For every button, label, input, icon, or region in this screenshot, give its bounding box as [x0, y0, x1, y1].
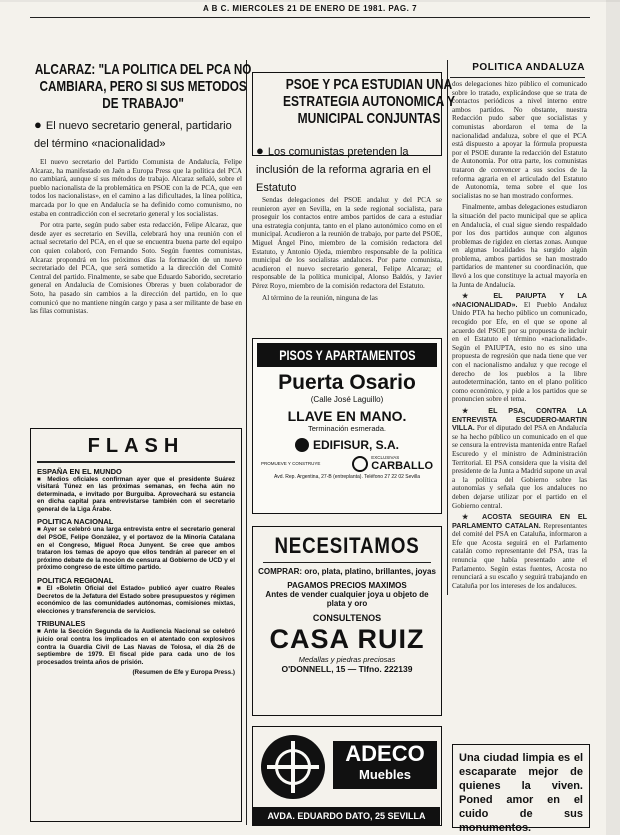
article1-paragraph-1: El nuevo secretario del Partido Comunista de Andalucía, Felipe Alcaraz, ha manifestado en Jaén a Europa Press que la política del PCA no cambiará, aunque sí sus métodos de trabajo. Alcaraz señaló, sobre el pueblo nacionalista de la problemática en PSOE con la de PCA, que «en todos los nacionalistas», en el camino a las dificultades, la línea política, marcada por lo que en Andalucía se ha definido como comunismo, no estaba en contradicción con el secretario general y los socialistas.: [30, 158, 242, 218]
adeco-name-block: [333, 741, 437, 789]
ad-casa-title: NECESITAMOS: [274, 533, 420, 558]
ad-pisos-footer: Avd. Rep. Argentina, 27-B (entreplanta). Teléfono 27 22 02 Sevilla: [273, 474, 421, 480]
adeco-sub: Muebles: [358, 767, 411, 782]
column3-item-1-lead: ★ EL PAIUPTA Y LA «NACIONALIDAD».: [452, 291, 587, 309]
ad-casa-line2: PAGAMOS PRECIOS MAXIMOS: [287, 581, 407, 590]
flash-section-title: TRIBUNALES: [37, 619, 86, 629]
ad-pisos-agency-block: [352, 455, 433, 472]
ad-pisos-exclusivas: EXCLUSIVAS: [371, 455, 400, 460]
ad-casa-line1: COMPRAR: oro, plata, platino, brillantes, joyas: [258, 567, 436, 576]
ad-casa-ruiz: [252, 526, 442, 716]
ad-pisos-place: Puerta Osario: [278, 371, 416, 394]
ad-pisos-promoter: PROMUEVE Y CONSTRUYE: [261, 461, 321, 466]
flash-section-title: POLITICA NACIONAL: [37, 517, 114, 527]
ad-casa-line4: CONSULTENOS: [312, 613, 382, 623]
ad-pisos-agency: CARBALLO: [371, 460, 433, 472]
adeco-address-bar: [253, 807, 440, 825]
column3-item-3-text: Representantes del comité del PSA en Cataluña, informaron a Efe que Acosta seguirá en el Parlamento catalán como representante del PSA, tras la renuncia que había presentado ante el Parlamento. Según estas fuentes, Acosta no renunciará a su escaño y seguirá trabajando en Cataluña por los intereses de los andaluces.: [452, 521, 587, 590]
carballo-logo-icon: [352, 456, 368, 472]
ad-casa-line3: Antes de vender cualquier joya u objeto de plata y oro: [265, 590, 429, 608]
article2-tail: Al término de la reunión, ninguna de las: [262, 293, 378, 302]
page-header: A B C. MIERCOLES 21 DE ENERO DE 1981. PAG. 7: [202, 4, 418, 13]
flash-section-text: ■ Medios oficiales confirman ayer que el presidente Suárez visitará Túnez en las próximas semanas, en fecha aún no determinada, e invitado por Burguiba. Aprovechará su estancia en dicha capital para entrevistarse también con el secretario general de la Liga Árabe.: [37, 475, 235, 513]
column3-item-2-text: Por el diputado del PSA en Andalucía se ha hecho público un comunicado en el que se censura la entrevista mantenida entre Rafael Escuredo y el ministro de Administración Territorial. El PSA considera que la visita del presidente de la Junta a Madrid supone un aval a la política del Gobierno sobre las autonomías y señala que los andaluces no deben dejarse utilizar por el partido en el Gobierno central.: [452, 424, 587, 510]
column-divider-2: [447, 60, 448, 595]
ad-pisos-address: (Calle José Laguillo): [310, 395, 384, 404]
flash-section: [37, 467, 235, 514]
bullet-icon: ●: [34, 117, 42, 132]
article1-subhead: [34, 116, 244, 152]
flash-section-text: ■ Ante la Sección Segunda de la Audiencia Nacional se celebró juicio oral contra los implicados en el atentado con explosivos contra la Guardia Civil de Las Navas de Tolosa, el día 26 de septiembre de 1979. El fiscal pide para cada uno de los procesados treinta años de prisión.: [37, 628, 235, 666]
ad-casa-rule: [263, 562, 431, 563]
column3-body: [452, 80, 587, 593]
article2-headline: PSOE Y PCA ESTUDIAN UNA ESTRATEGIA AUTONOMICA Y MUNICIPAL CONJUNTAS: [282, 76, 455, 127]
flash-section: [37, 619, 235, 666]
article2-subhead-text: Los comunistas pretenden la inclusión de la reforma agraria en el Estatuto: [256, 146, 431, 194]
ad-pisos-note: Terminación esmerada.: [308, 424, 386, 433]
column3-item-1: [452, 292, 587, 404]
article2-body: [252, 196, 442, 305]
flash-section-text: ■ Ayer se celebró una larga entrevista entre el secretario general del PSOE, Felipe González, y el portavoz de la Minoría Catalana en el Congreso, Miguel Roca Junyent. Se cree que ambos trataron los temas de apoyo que ellos tendrán al parecer en el próximo debate de la moción de censura al Gobierno de UCD y el próximo congreso de este último partido.: [37, 526, 235, 572]
ad-pisos-company-row: [253, 438, 441, 452]
column-divider-1: [246, 60, 247, 825]
column3-item-1-text: El Pueblo Andaluz Unido PTA ha hecho público un comunicado, recogido por Efe, en el que se opone al acuerdo del PSOE por su propuesta de incluir en el Estatuto el término «nacionalidad». Según el PAIUPTA, esto no es sino una propuesta de regresión que nada tiene que ver con el nacionalismo andaluz y que recoge el derecho de los pueblos a la libre autodeterminación, tanto en el plano político como económico, y pide a los partidos que se pronuncien sobre el tema.: [452, 300, 588, 404]
flash-title: FLASH: [87, 435, 185, 457]
promo-box: [452, 744, 590, 834]
column3-item-3-lead: ★ ACOSTA SEGUIRA EN EL PARLAMENTO CATALAN.: [452, 512, 587, 530]
ad-pisos-agency-row: [261, 455, 433, 472]
flash-rule: [37, 461, 235, 463]
ad-pisos: [252, 338, 442, 514]
ad-pisos-slogan: LLAVE EN MANO.: [287, 408, 407, 424]
flash-box: [30, 428, 242, 822]
ad-casa-line5: Medallas y piedras preciosas: [298, 655, 396, 664]
article1-paragraph-2: Por otra parte, según pudo saber esta redacción, Felipe Alcaraz, que desde ayer es secretario en Sevilla, celebrará hoy una reunión con el actual secretario del PCA, en el que se encuentra buena parte del equipo con quien colaboró, con Fernando Soto. Según fuentes comunistas, Alcaraz propondrá en los próximos días la formación de un nuevo secretariado del PCA, que será sometido a la dirección del Comité Central del partido. Finalmente, se sabe que Eduardo Saborido, secretario general en Andalucía de Comisiones Obreras y buen colaborador de Soto, ha pasado sin cambios a la dirección del partido, en lo que comunicó que no mantiene ningún cargo y pasa a ser militante de base en las filas comunistas.: [30, 221, 242, 316]
bullet-icon: ●: [256, 143, 264, 158]
header-rule: [30, 17, 590, 18]
ad-casa-name: CASA RUIZ: [269, 624, 425, 654]
column3-item-2: [452, 407, 587, 510]
article1-headline: ALCARAZ: "LA POLITICA DEL PCA NO CAMBIARA, PERO SI SUS METODOS DE TRABAJO": [34, 61, 252, 112]
ad-pisos-company: EDIFISUR, S.A.: [312, 438, 399, 452]
scan-shade-top: [0, 0, 620, 2]
ad-casa-line6: O'DONNELL, 15 — Tlfno. 222139: [281, 664, 413, 674]
adeco-name: ADECO: [345, 741, 425, 766]
article1-subhead-text: El nuevo secretario general, partidario del término «nacionalidad»: [34, 120, 232, 150]
column3-paragraph-1: dos delegaciones hizo público el comunicado sobre lo tratado, explicándose que se trata de contactos periódicos a nivel interno entre ambos partidos. No obstante, nuestra Redacción pudo saber que socialistas y comunistas abordaron el tema de la nacionalidad andaluza, sobre el que el PCA está dispuesto a apoyar la fórmula propuesta por el PSOE durante la redacción del Estatuto de Autonomía. Por otra parte, los comunistas trataron de convencer a sus socios de la reforma agraria en el articulado del Estatuto de Autonomía, tema sobre el que los socialistas no se han mostrado conformes.: [452, 80, 587, 200]
edifisur-logo-icon: [295, 438, 309, 452]
ad-pisos-title: PISOS Y APARTAMENTOS: [278, 347, 416, 363]
flash-section-title: ESPAÑA EN EL MUNDO: [37, 466, 122, 476]
flash-section: [37, 576, 235, 615]
column3-item-3: [452, 513, 587, 590]
flash-credit: (Resumen de Efe y Europa Press.): [132, 669, 235, 677]
adeco-address: AVDA. EDUARDO DATO, 25 SEVILLA: [267, 811, 426, 821]
scan-shade-right: [606, 0, 620, 835]
flash-section-text: ■ El «Boletín Oficial del Estado» publicó ayer cuatro Reales Decretos de la Jefatura del Estado sobre presupuestos y régimen económico de las comunidades autónomas, comisiones mixtas, elecciones y transferencia de servicios.: [37, 585, 235, 615]
ad-pisos-title-bar: [257, 343, 437, 367]
article2-subhead: [256, 142, 442, 196]
flash-section-title: POLITICA REGIONAL: [37, 576, 114, 586]
article1-body: [30, 158, 242, 319]
ad-adeco: [252, 726, 442, 826]
article2-paragraph-1: Sendas delegaciones del PSOE andaluz y del PCA se reunieron ayer en Sevilla, en la sede regional socialista, para proseguir los contactos entre ambos partidos de cara a estudiar una estrategia conjunta, tanto en el plano autonómico como en el municipal. Acudieron a la reunión de trabajo, por parte del PSOE, Miguel Ángel Pino, miembro de la comisión redactora del Estatuto, y Antonio Ojeda, miembro responsable de la política municipal de los socialistas andaluces. Por parte comunista, acudieron el nuevo secretario general, Felipe Alcaraz; el responsable de la política municipal, Alonso Baldós, y Javier Pérez Royo, miembro de la comisión redactora del Estatuto.: [252, 196, 442, 290]
adeco-logo-cross-v: [291, 741, 295, 793]
flash-section: [37, 517, 235, 572]
promo-text: Una ciudad limpia es el escaparate mejor de quienes la viven. Poned amor en el cuido de sus monumentos.: [459, 752, 583, 834]
column3-item-2-lead: ★ EL PSA, CONTRA LA ENTREVISTA ESCUDERO-MARTIN VILLA.: [452, 405, 587, 433]
section-title: POLITICA ANDALUZA: [472, 62, 585, 73]
column3-paragraph-2: Finalmente, ambas delegaciones estudiaron la situación del pacto municipal que se aplica en Andalucía, el cual sigue siendo respaldado por los dos partidos aunque con algunos problemas de rigidez en ciertas zonas. Aunque en algunas localidades ha surgido algún problema, ambos partidos se han mostrado partidarios de mantener su coordinación, que llevó a los que constituye la actual mayoría en la Junta de Andalucía.: [452, 203, 587, 289]
